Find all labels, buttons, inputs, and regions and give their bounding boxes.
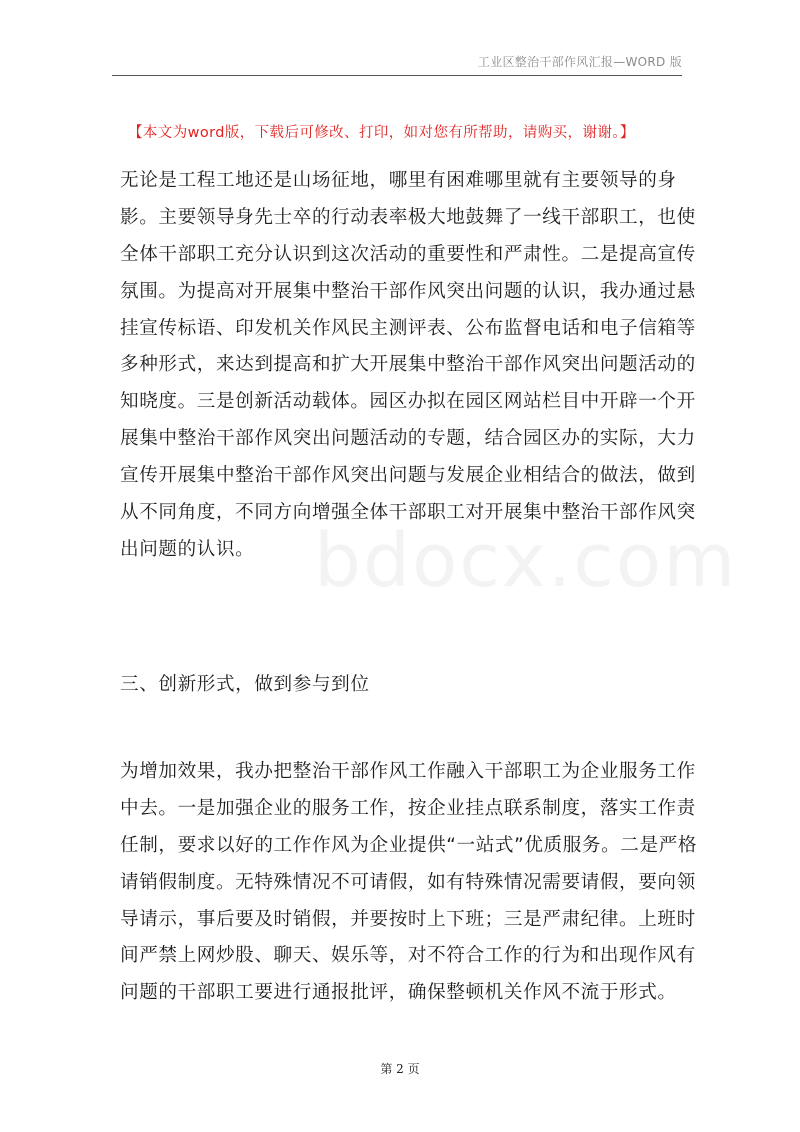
download-notice: 【本文为word版，下载后可修改、打印，如对您有所帮助，请购买，谢谢。】 (128, 125, 635, 141)
paragraph-line: 氛围。为提高对开展集中整治干部作风突出问题的认识，我办通过悬 (120, 280, 696, 302)
header-divider (112, 75, 682, 76)
paragraph-line: 全体干部职工充分认识到这次活动的重要性和严肃性。二是提高宣传 (120, 243, 696, 265)
paragraph-line: 影。主要领导身先士卒的行动表率极大地鼓舞了一线干部职工，也使 (120, 206, 696, 228)
paragraph-line: 挂宣传标语、印发机关作风民主测评表、公布监督电话和电子信箱等 (120, 317, 696, 339)
section-heading (120, 667, 688, 704)
paragraph-line: 中去。一是加强企业的服务工作，按企业挂点联系制度，落实工作责 (120, 797, 696, 819)
paragraph-line: 多种形式，来达到提高和扩大开展集中整治干部作风突出问题活动的 (120, 354, 696, 376)
paragraph-line: 出问题的认识。 (120, 538, 255, 560)
paragraph-line: 任制，要求以好的工作作风为企业提供“一站式”优质服务。二是严格 (120, 834, 698, 856)
paragraph-line: 展集中整治干部作风突出问题活动的专题，结合园区办的实际，大力 (120, 428, 696, 450)
watermark: bdocx.com (314, 518, 738, 604)
paragraph-line: 导请示，事后要及时销假，并要按时上下班；三是严肃纪律。上班时 (120, 908, 696, 930)
paragraph-line: 问题的干部职工要进行通报批评，确保整顿机关作风不流于形式。 (120, 982, 677, 1004)
section-heading-text: 三、创新形式，做到参与到位 (120, 674, 370, 695)
paragraph-line: 无论是工程工地还是山场征地，哪里有困难哪里就有主要领导的身 (120, 170, 677, 191)
paragraph-line: 宣传开展集中整治干部作风突出问题与发展企业相结合的做法，做到 (120, 465, 696, 487)
paragraph-line: 知晓度。三是创新活动载体。园区办拟在园区网站栏目中开辟一个开 (120, 391, 696, 413)
paragraph-2 (120, 754, 698, 1012)
paragraph-line: 从不同角度，不同方向增强全体干部职工对开展集中整治干部作风突 (120, 502, 696, 524)
page-number: 第 2 页 (380, 1062, 420, 1076)
paragraph-line: 为增加效果，我办把整治干部作风工作融入干部职工为企业服务工作 (120, 761, 696, 782)
paragraph-1 (120, 163, 696, 569)
paragraph-line: 请销假制度。无特殊情况不可请假，如有特殊情况需要请假，要向领 (120, 871, 696, 893)
running-header: 工业区整治干部作风汇报—WORD 版 (477, 55, 682, 69)
paragraph-line: 间严禁上网炒股、聊天、娱乐等，对不符合工作的行为和出现作风有 (120, 945, 696, 967)
